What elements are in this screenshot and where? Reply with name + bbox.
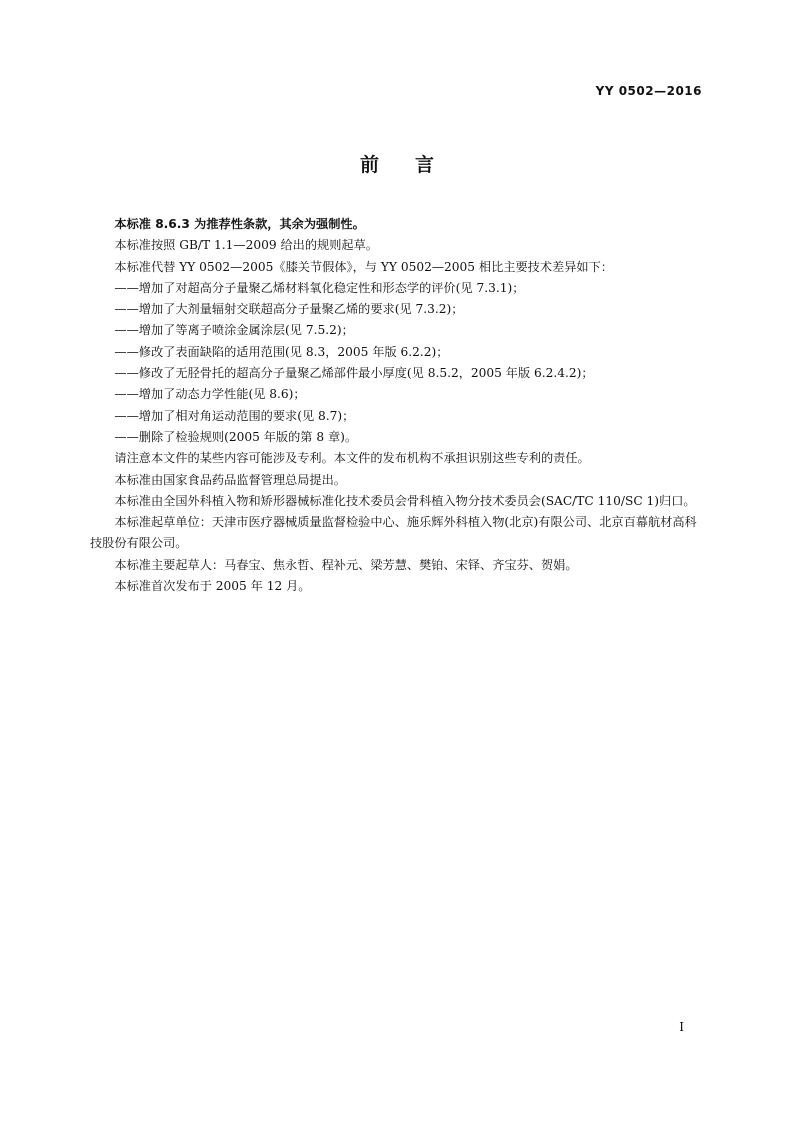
list-item: ——增加了对超高分子量聚乙烯材料氧化稳定性和形态学的评价(见 7.3.1)；: [114, 280, 525, 295]
paragraph: 本标准 8.6.3 为推荐性条款，其余为强制性。: [114, 217, 365, 231]
page-title: 前言: [359, 154, 470, 176]
list-item: ——增加了大剂量辐射交联超高分子量聚乙烯的要求(见 7.3.2)；: [114, 302, 464, 317]
list-item: ——删除了检验规则(2005 年版的第 8 章)。: [114, 429, 358, 444]
page-number: I: [679, 1020, 684, 1034]
list-item: ——增加了相对角运动范围的要求(见 8.7)；: [114, 408, 355, 423]
paragraph: 本标准首次发布于 2005 年 12 月。: [114, 579, 311, 594]
paragraph: 本标准主要起草人：马春宝、焦永哲、程补元、梁芳慧、樊铂、宋铎、齐宝芬、贺娟。: [114, 557, 578, 572]
body-text: [90, 214, 706, 597]
list-item: ——修改了无胫骨托的超高分子量聚乙烯部件最小厚度(见 8.5.2，2005 年版 6.2.4.2)；: [114, 366, 594, 381]
document-number: YY 0502—2016: [595, 84, 702, 98]
paragraph: 请注意本文件的某些内容可能涉及专利。本文件的发布机构不承担识别这些专利的责任。: [114, 451, 590, 466]
list-item: ——修改了表面缺陷的适用范围(见 8.3，2005 年版 6.2.2)；: [114, 344, 449, 359]
list-item: ——增加了动态力学性能(见 8.6)；: [114, 387, 306, 402]
list-item: ——增加了等离子喷涂金属涂层(见 7.5.2)；: [114, 323, 354, 338]
paragraph: 本标准起草单位：天津市医疗器械质量监督检验中心、施乐辉外科植入物(北京)有限公司、北京百幕航材高科技股份有限公司。: [90, 515, 697, 551]
paragraph: 本标准由国家食品药品监督管理总局提出。: [114, 472, 346, 487]
paragraph: 本标准代替 YY 0502—2005《膝关节假体》，与 YY 0502—2005 相比主要技术差异如下：: [114, 259, 613, 274]
paragraph: 本标准由全国外科植入物和矫形器械标准化技术委员会骨科植入物分技术委员会(SAC/TC 110/SC 1)归口。: [114, 493, 696, 508]
paragraph: 本标准按照 GB/T 1.1—2009 给出的规则起草。: [114, 238, 378, 253]
